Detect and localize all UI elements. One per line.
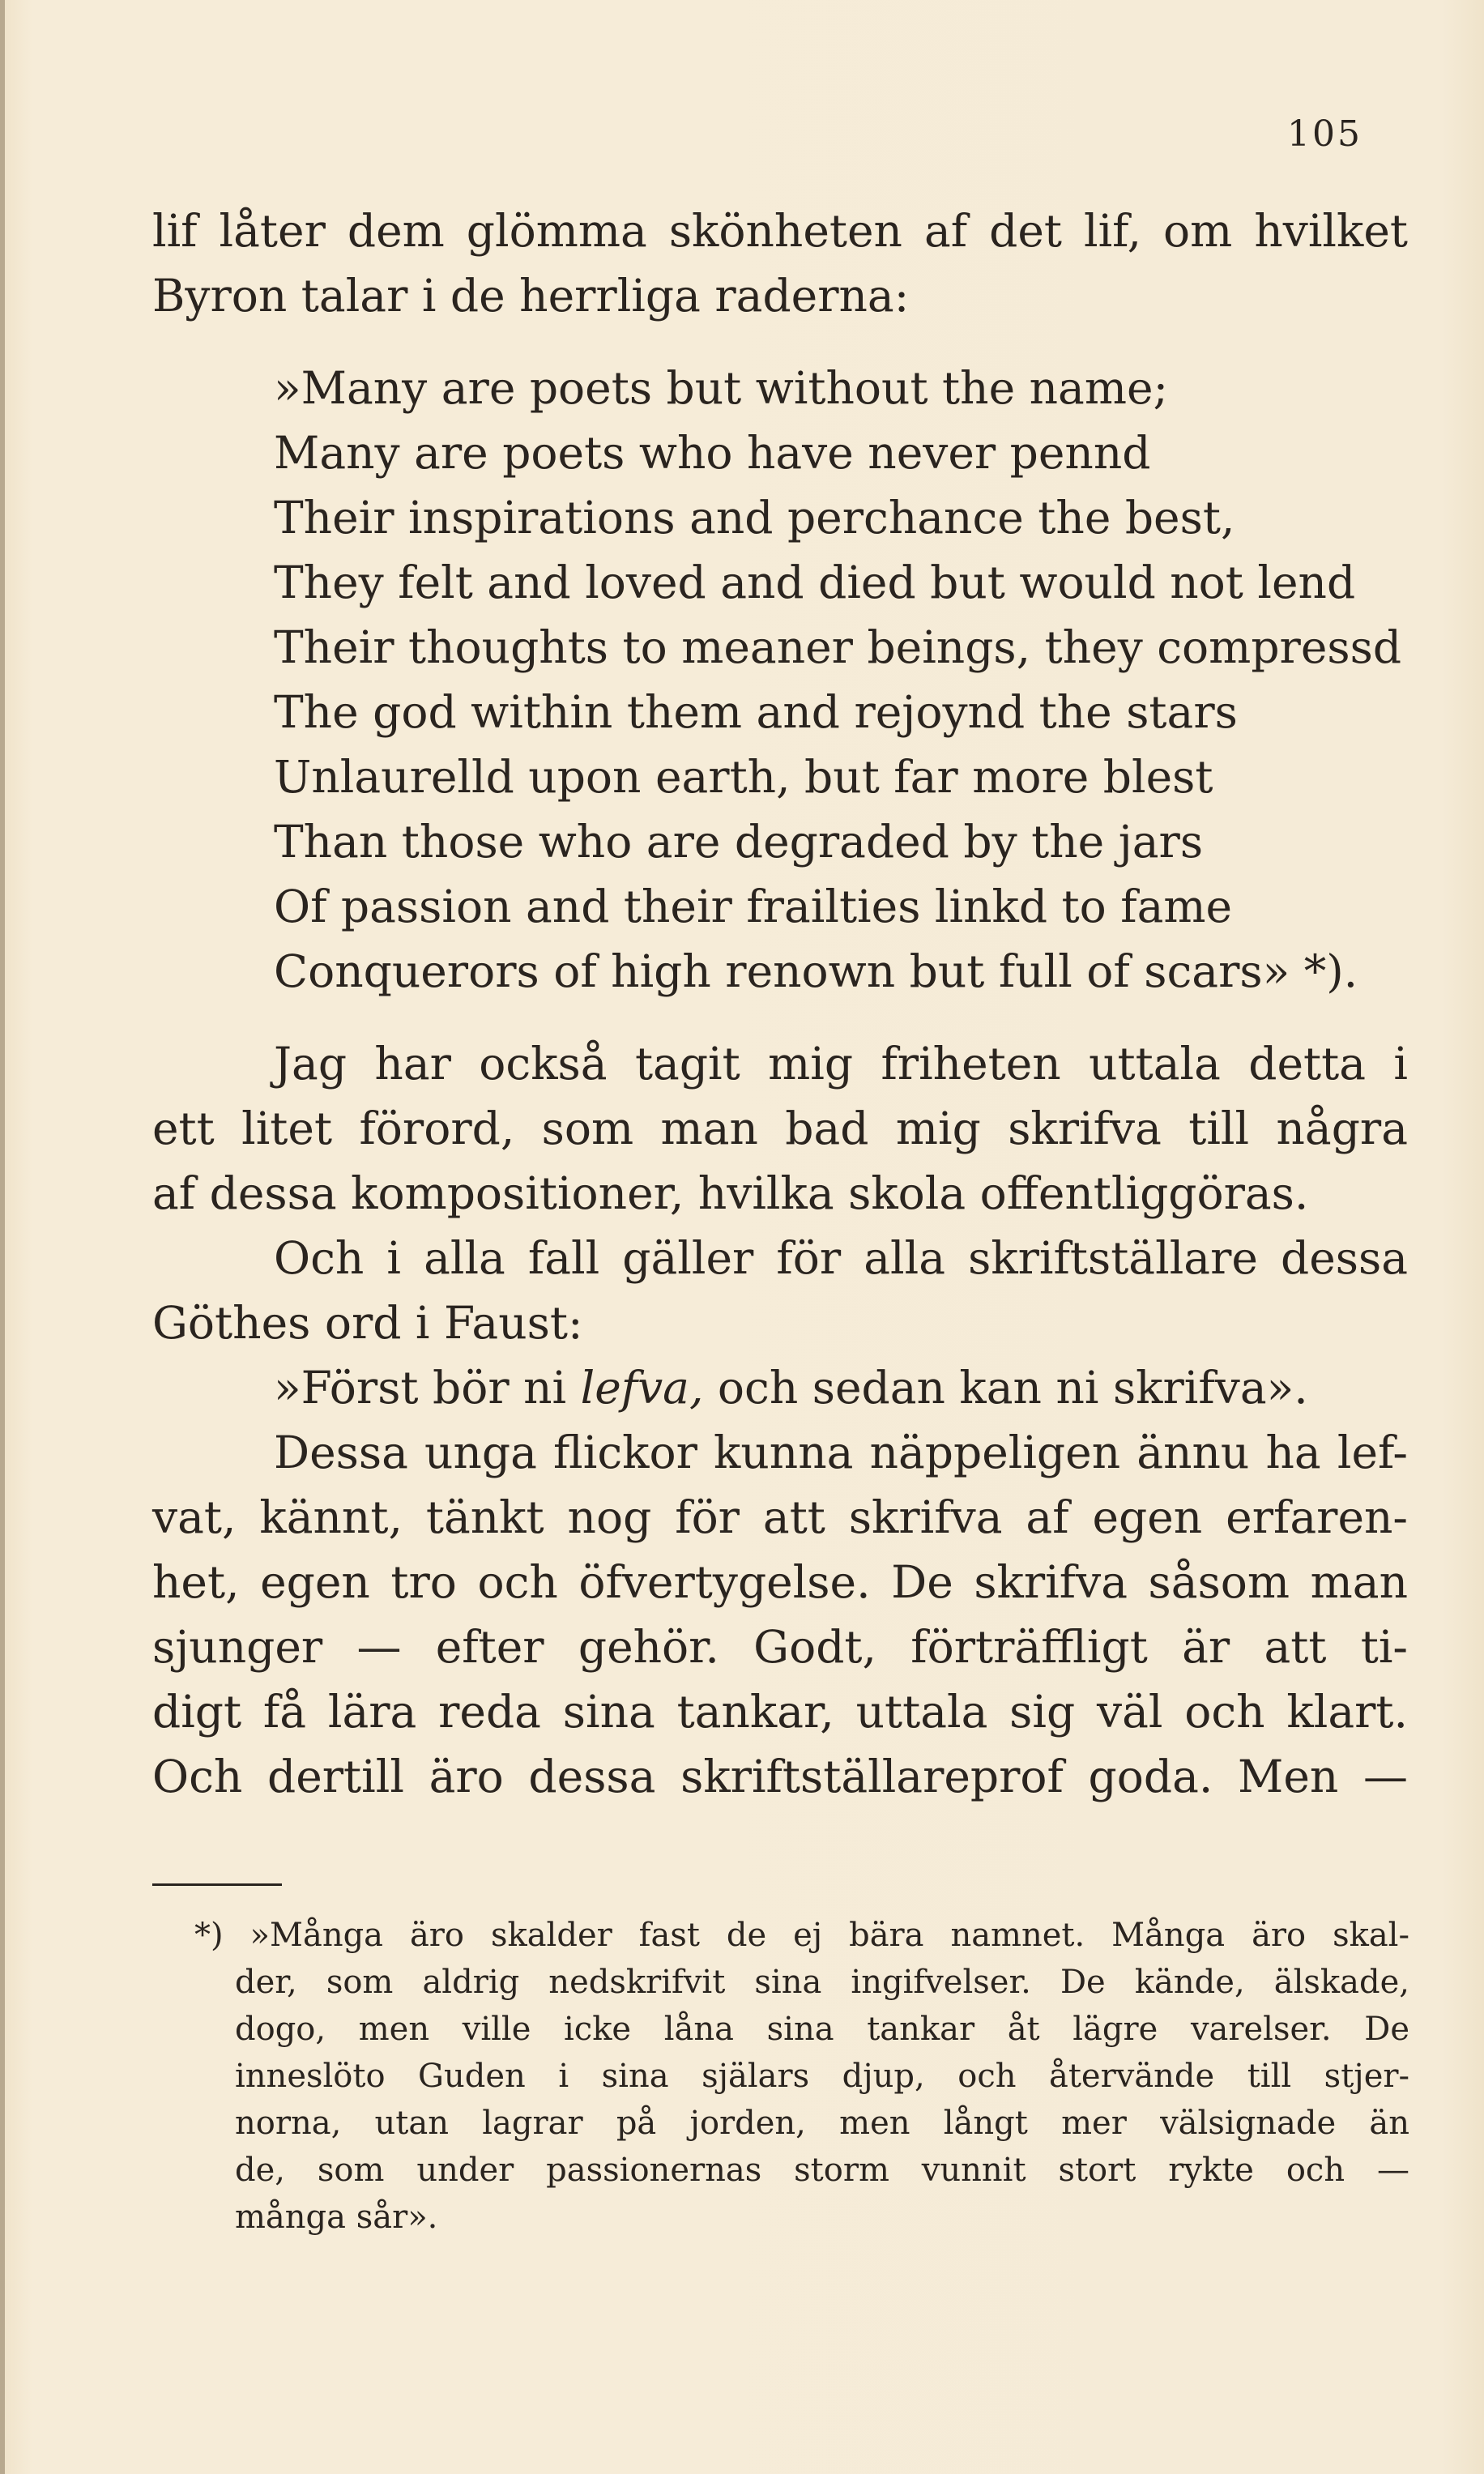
footnote-line: de, som under passionernas storm vunnit stort rykte och — [235, 2152, 1409, 2189]
text-line: Göthes ord i Faust: [152, 1297, 583, 1349]
footnote-line: norna, utan lagrar på jorden, men långt mer välsignade än [235, 2105, 1409, 2142]
paragraph-3 [152, 1226, 1408, 1355]
paragraph-4 [152, 1420, 1408, 1809]
poem-line: Their inspirations and perchance the best, [274, 492, 1235, 544]
paragraph-2 [152, 1031, 1408, 1226]
text-line: het, egen tro och öfvertygelse. De skrifva såsom man [152, 1556, 1408, 1608]
poem-line: Than those who are degraded by the jars [274, 816, 1204, 868]
paragraph-1 [152, 198, 1408, 328]
poem-line: The god within them and rejoynd the stars [274, 686, 1238, 738]
main-text [152, 198, 1408, 1809]
byron-poem [274, 356, 1408, 1004]
page-number: 105 [1287, 113, 1362, 155]
text-line: af dessa kompositioner, hvilka skola offentliggöras. [152, 1167, 1309, 1219]
footnote-line: inneslöto Guden i sina själars djup, och återvände till stjer- [235, 2058, 1409, 2095]
text-line: sjunger — efter gehör. Godt, förträffligt är att ti- [152, 1621, 1408, 1673]
poem-line: Of passion and their frailties linkd to fame [274, 881, 1233, 932]
footnote-line: *) »Många äro skalder fast de ej bära namnet. Många äro skal- [194, 1917, 1409, 1954]
text-line: Jag har också tagit mig friheten uttala detta i [274, 1038, 1408, 1090]
poem-line: Their thoughts to meaner beings, they compressd [274, 621, 1402, 673]
quote-text: och sedan kan ni skrifva». [703, 1362, 1308, 1414]
footnote-divider [152, 1883, 282, 1886]
text-line: lif låter dem glömma skönheten af det lif, om hvilket [152, 205, 1408, 257]
faust-quote [152, 1355, 1408, 1420]
poem-line: »Many are poets but without the name; [274, 362, 1169, 414]
text-line: Och i alla fall gäller för alla skriftställare dessa [274, 1232, 1408, 1284]
poem-line: Conquerors of high renown but full of scars» *). [274, 945, 1358, 997]
footnote-line: dogo, men ville icke låna sina tankar åt lägre varelser. De [235, 2011, 1409, 2048]
quote-emphasis: lefva, [580, 1362, 704, 1414]
text-line: Byron talar i de herrliga raderna: [152, 270, 910, 322]
text-line: ett litet förord, som man bad mig skrifva till några [152, 1103, 1408, 1154]
footnote-line: många sår». [235, 2199, 438, 2236]
text-line: Dessa unga flickor kunna näppeligen ännu ha lef- [274, 1427, 1408, 1478]
text-line: vat, kännt, tänkt nog för att skrifva af egen erfaren- [152, 1491, 1408, 1543]
footnote [194, 1912, 1409, 2241]
poem-line: Unlaurelld upon earth, but far more blest [274, 751, 1213, 803]
quote-text: »Först bör ni [274, 1362, 581, 1414]
footnote-line: der, som aldrig nedskrifvit sina ingifvelser. De kände, älskade, [235, 1964, 1409, 2001]
poem-line: They felt and loved and died but would not lend [274, 557, 1356, 608]
poem-line: Many are poets who have never pennd [274, 427, 1151, 479]
text-line: Och dertill äro dessa skriftställareprof goda. Men — [152, 1751, 1408, 1802]
text-line: digt få lära reda sina tankar, uttala sig väl och klart. [152, 1686, 1408, 1738]
page-edge [0, 0, 5, 2474]
